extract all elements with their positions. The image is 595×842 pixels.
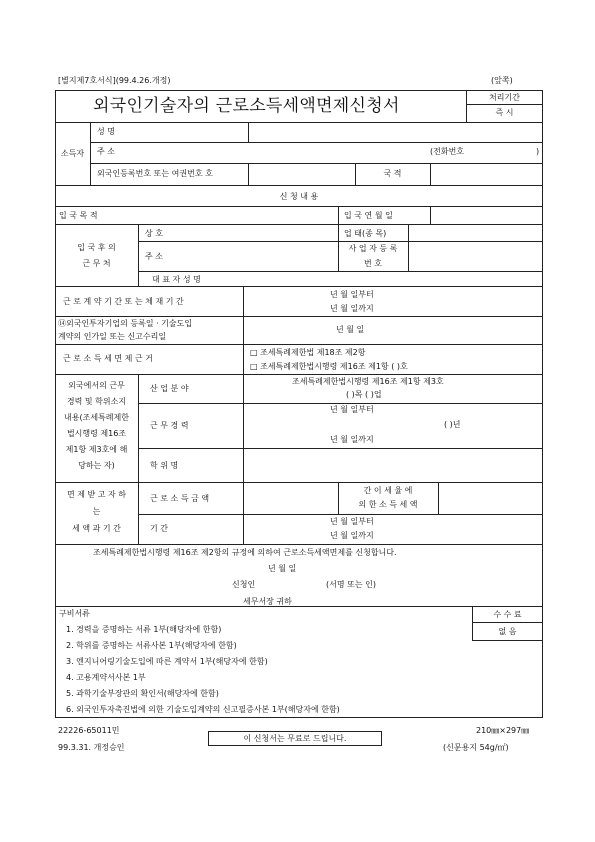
- registration-label-line1: ⑭외국인투자기업의 등록일 · 기술도입: [58, 319, 193, 328]
- foreign-section-line4: 법시행령 제16조: [66, 429, 127, 438]
- company-name-label: 상 호: [145, 229, 163, 238]
- address-label: 주 소: [97, 147, 115, 156]
- registration-date: 년 월 일: [336, 325, 365, 334]
- application-contents-header: 신 청 내 용: [279, 192, 319, 201]
- basis-option-2[interactable]: □ 조세특례제한법시행령 제16조 제1항 ( )호: [250, 362, 408, 371]
- addressee: 세무서장 귀하: [243, 597, 292, 606]
- document-item-1: 1. 경력을 증명하는 서류 1부(해당자에 한함): [66, 625, 222, 634]
- form-number: [별지제7호서식](99.4.26.개정): [58, 76, 171, 85]
- degree-label: 학 위 명: [150, 461, 179, 470]
- fee-label: 수 수 료: [493, 610, 522, 619]
- processing-period-value: 즉 시: [495, 108, 514, 117]
- simple-tax-label-line2: 의 한 소 득 세 액: [358, 500, 418, 509]
- workplace-section-line1: 입 국 후 의: [77, 243, 116, 252]
- phone-close: ): [536, 147, 540, 156]
- foreign-section-line2: 경력 및 학위소지: [66, 397, 127, 406]
- contract-period-from: 년 월 일부터: [330, 290, 374, 299]
- business-type-label: 업 태(종 목): [344, 229, 387, 238]
- form-title: 외국인기술자의 근로소득세액면제신청서: [93, 96, 400, 116]
- exemption-period-to: 년 월 일까지: [330, 531, 374, 540]
- processing-period-label: 처리기간: [489, 93, 520, 102]
- industry-line2: ( )목 ( )업: [346, 390, 382, 399]
- representative-name-label: 대 표 자 성 명: [152, 275, 201, 284]
- simple-tax-label-line1: 간 이 세 율 에: [363, 486, 413, 495]
- free-notice: 이 신청서는 무료로 드립니다.: [243, 734, 347, 743]
- phone-label: (전화번호: [430, 147, 465, 156]
- income-amount-label: 근 로 소 득 금 액: [150, 494, 210, 503]
- entry-purpose-label: 입 국 목 적: [59, 211, 98, 220]
- exemption-period-label: 기 간: [150, 524, 168, 533]
- document-item-4: 4. 고용계약서사본 1부: [66, 673, 146, 682]
- exemption-section-line1: 면 제 받 고 자 하: [66, 490, 127, 499]
- business-number-label-line1: 사 업 자 등 록: [348, 244, 398, 253]
- paper-size: 210㎜×297㎜: [476, 726, 530, 735]
- document-item-2: 2. 학위를 증명하는 서류사본 1부(해당자에 한함): [66, 641, 237, 650]
- paper-spec: (신문용지 54g/㎡): [443, 743, 509, 752]
- exemption-basis-label: 근 로 소 득 세 면 제 근 거: [63, 354, 153, 363]
- entry-date-label: 입 국 연 월 일: [344, 211, 393, 220]
- contract-period-label: 근 로 계 약 기 간 또 는 체 재 기 간: [63, 297, 184, 306]
- document-item-5: 5. 과학기술부장관의 확인서(해당자에 한함): [66, 689, 219, 698]
- contract-period-to: 년 월 일까지: [330, 304, 374, 313]
- income-earner-section-label: 소득자: [60, 149, 85, 158]
- basis-option-1[interactable]: □ 조세특례제한법 제18조 제2항: [250, 348, 366, 357]
- declaration-text: 조세특례제한법시행령 제16조 제2항의 규정에 의하여 근로소득세액면제를 신청합니다.: [93, 548, 397, 557]
- form-code: 22226-65011민: [58, 726, 120, 735]
- document-item-3: 3. 엔지니어링기술도입에 따른 계약서 1부(해당자에 한함): [66, 657, 268, 666]
- signature-label: (서명 또는 인): [326, 580, 376, 589]
- page-side-label: (앞쪽): [491, 76, 513, 85]
- applicant-label: 신청인: [232, 580, 256, 589]
- exemption-section-line2: 는: [92, 507, 101, 516]
- workplace-section-line2: 근 무 처: [82, 259, 111, 268]
- foreign-section-line5: 제1항 제3호에 해: [65, 445, 128, 454]
- nationality-label: 국 적: [383, 169, 402, 178]
- exemption-period-from: 년 월 일부터: [330, 517, 374, 526]
- document-item-6: 6. 외국인투자촉진법에 의한 기술도입계약의 신고필증사본 1부(해당자에 한함): [66, 705, 340, 714]
- declaration-date: 년 월 일: [268, 564, 297, 573]
- career-years: ( )년: [444, 420, 461, 429]
- id-passport-label: 외국인등록번호 또는 여권번호 호: [97, 169, 213, 178]
- industry-label: 산 업 분 야: [150, 384, 189, 393]
- foreign-section-line6: 당하는 자): [78, 461, 115, 470]
- workplace-address-label: 주 소: [145, 252, 163, 261]
- exemption-section-line3: 세 액 과 기 간: [72, 524, 121, 533]
- foreign-section-line3: 내용(조세특례제한: [64, 413, 129, 422]
- career-from: 년 월 일부터: [330, 405, 374, 414]
- industry-line1: 조세특례제한법시행령 제16조 제1항 제3호: [292, 377, 444, 386]
- fee-value: 없 음: [498, 627, 517, 636]
- business-number-label-line2: 번 호: [364, 259, 382, 268]
- name-label: 성 명: [97, 127, 115, 136]
- documents-title: 구비서류: [59, 609, 90, 618]
- approval-date: 99.3.31. 개정승인: [58, 743, 125, 752]
- registration-label-line2: 계약의 인가일 또는 신고수리일: [58, 332, 167, 341]
- career-label: 근 무 경 력: [150, 421, 189, 430]
- career-to: 년 월 일까지: [330, 435, 374, 444]
- foreign-section-line1: 외국에서의 근무: [68, 381, 125, 390]
